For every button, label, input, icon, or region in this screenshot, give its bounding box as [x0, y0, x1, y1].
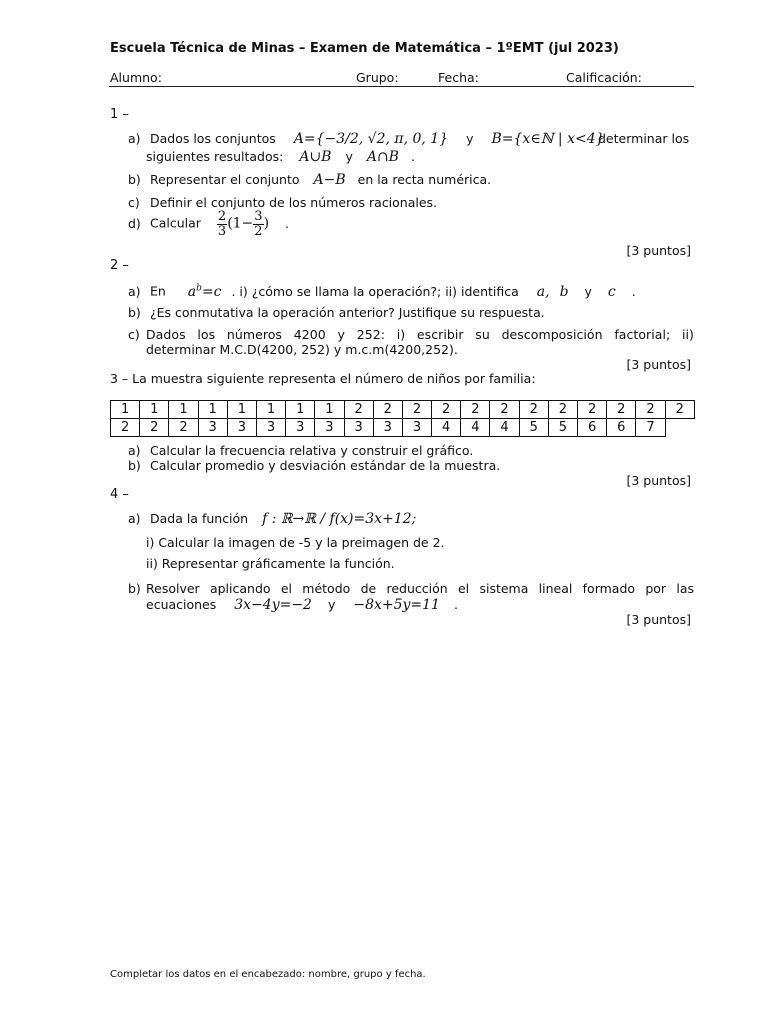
q4-a-ii: ii) Representar gráficamente la función.: [146, 556, 395, 571]
sample-cell: 2: [548, 401, 577, 419]
q2-c-line2: determinar M.C.D(4200, 252) y m.c.m(4200,252).: [146, 342, 458, 357]
q1-d-end: ): [263, 215, 270, 232]
q2-c-line1: Dados los números 4200 y 252: i) escribir su descomposición factorial; ii): [146, 327, 694, 342]
q2-b-text: ¿Es conmutativa la operación anterior? Justifique su respuesta.: [149, 305, 545, 320]
q1-a-text-post: determinar los: [598, 131, 690, 146]
sample-cell: 4: [432, 419, 461, 437]
q4-a-i: i) Calcular la imagen de -5 y la preimagen de 2.: [146, 535, 445, 550]
q2-item-a: [128, 283, 636, 300]
sample-cell: 3: [198, 419, 227, 437]
sample-cell: 2: [519, 401, 548, 419]
sample-cell: 2: [169, 419, 198, 437]
sample-cell: 3: [315, 419, 344, 437]
q1-b-text: Representar el conjunto: [149, 172, 300, 187]
exam-title: Escuela Técnica de Minas – Examen de Matemática – 1ºEMT (jul 2023): [110, 41, 619, 56]
sample-cell: 3: [373, 419, 402, 437]
sample-cell: 5: [519, 419, 548, 437]
sample-cell: 2: [140, 419, 169, 437]
sample-cell: 7: [636, 419, 665, 437]
q1-a-setA: A={−3/2, √2, π, 0, 1}: [293, 131, 449, 147]
q2-a-label: a): [128, 283, 141, 299]
sample-cell: 2: [490, 401, 519, 419]
q4-b-line1: Resolver aplicando el método de reducción el sistema lineal formado por las: [146, 581, 694, 596]
q1-d-frac2-num: 3: [254, 209, 263, 224]
q2-b-label: b): [128, 305, 141, 320]
q2-points: [3 puntos]: [626, 357, 691, 372]
q4-points: [3 puntos]: [626, 612, 691, 627]
q1-d-mid: (1−: [227, 215, 254, 232]
q4-b-y: y: [327, 597, 336, 612]
q4-b-line2: [146, 597, 458, 613]
q1-item-d: [128, 210, 289, 238]
q1-item-b: [128, 172, 491, 188]
q2-a-var2: b: [559, 283, 569, 300]
q3-a-text: Calcular la frecuencia relativa y construir el gráfico.: [149, 443, 474, 458]
sample-cell: 1: [169, 401, 198, 419]
q1-points: [3 puntos]: [626, 243, 691, 258]
q4-b-eq2: −8x+5y=11: [353, 597, 440, 613]
q2-a-expr-exp: b: [196, 283, 202, 293]
q1-a-union: A∪B: [299, 149, 332, 165]
q1-a-y: y: [466, 131, 474, 146]
calificacion-label: Calificación:: [566, 70, 642, 85]
q2-a-y: y: [584, 283, 592, 299]
sample-cell: 2: [607, 401, 636, 419]
q2-a-expr-base: a: [187, 283, 197, 300]
sample-cell: 2: [402, 401, 431, 419]
q1-d-label: d): [128, 215, 141, 231]
sample-cell: 1: [198, 401, 227, 419]
q1-item-c: [128, 195, 437, 210]
q1-c-text: Definir el conjunto de los números racionales.: [149, 195, 438, 210]
sample-cell: 1: [140, 401, 169, 419]
sample-cell: 2: [432, 401, 461, 419]
sample-cell: 2: [344, 401, 373, 419]
sample-cell: 5: [548, 419, 577, 437]
header-rule: [109, 86, 694, 87]
q4-b-line2-text: ecuaciones: [146, 597, 217, 612]
q1-d-frac1: [217, 210, 227, 238]
q1-item-a-line2: [146, 149, 415, 165]
q1-a-line2: siguientes resultados:: [146, 149, 284, 164]
q1-d-frac2-den: 2: [254, 223, 263, 239]
q1-a-dot: .: [410, 149, 415, 164]
q1-c-label: c): [128, 195, 140, 210]
sample-row-2: [111, 419, 695, 437]
sample-cell: 3: [227, 419, 256, 437]
sample-cell: 1: [286, 401, 315, 419]
sample-cell: 3: [286, 419, 315, 437]
alumno-label: Alumno:: [110, 70, 162, 85]
fecha-label: Fecha:: [438, 70, 479, 85]
sample-cell: 4: [490, 419, 519, 437]
q2-a-expr-rest: =c: [201, 283, 222, 300]
q1-b-expr: A−B: [313, 172, 346, 188]
q2-item-c: [128, 327, 146, 342]
q2-a-var3: c: [607, 283, 616, 300]
sample-cell: 1: [256, 401, 285, 419]
q2-number: 2 –: [110, 258, 129, 273]
sample-cell: 4: [461, 419, 490, 437]
q4-item-a: [128, 511, 416, 527]
q1-b-label: b): [128, 172, 141, 187]
q4-b-eq1: 3x−4y=−2: [234, 597, 312, 613]
sample-cell: 2: [373, 401, 402, 419]
q3-points: [3 puntos]: [626, 473, 691, 488]
sample-cell: 1: [315, 401, 344, 419]
q1-a-label: a): [128, 131, 141, 146]
q3-title: 3 – La muestra siguiente representa el número de niños por familia:: [110, 371, 536, 386]
q4-a-label: a): [128, 511, 141, 526]
q4-a-func: f : ℝ→ℝ / f(x)=3x+12;: [262, 511, 417, 527]
q4-number: 4 –: [110, 487, 129, 502]
sample-cell: 6: [607, 419, 636, 437]
q1-a-text: Dados los conjuntos: [149, 131, 276, 146]
q4-b-label: b): [128, 581, 141, 596]
sample-cell: 1: [111, 401, 140, 419]
q1-d-frac2: [253, 210, 263, 238]
q4-item-b: [128, 581, 146, 596]
footer-note: Completar los datos en el encabezado: nombre, grupo y fecha.: [110, 969, 426, 980]
q2-a-dot: .: [631, 283, 636, 299]
q1-number: 1 –: [110, 107, 129, 122]
sample-cell: 1: [227, 401, 256, 419]
q3-b-text: Calcular promedio y desviación estándar de la muestra.: [149, 458, 501, 473]
q1-d-dot: .: [285, 215, 290, 231]
q2-a-expr: [188, 284, 222, 300]
q1-d-frac1-den: 3: [217, 223, 227, 239]
q2-c-label: c): [128, 327, 140, 342]
q1-d-frac1-num: 2: [217, 209, 227, 224]
q4-b-dot: .: [453, 597, 458, 612]
q1-item-a: [128, 131, 605, 147]
q3-item-b: [128, 458, 500, 473]
q1-a-inter: A∩B: [366, 149, 399, 165]
q4-a-text: Dada la función: [149, 511, 249, 526]
q1-b-text2: en la recta numérica.: [357, 172, 492, 187]
q2-a-text2: . i) ¿cómo se llama la operación?; ii) identifica: [231, 283, 519, 299]
q3-a-label: a): [128, 443, 141, 458]
q3-b-label: b): [128, 458, 141, 473]
sample-cell: 6: [578, 419, 607, 437]
q2-item-b: [128, 305, 545, 320]
sample-table: [110, 400, 695, 437]
q1-d-text: Calcular: [149, 215, 201, 231]
sample-cell: 2: [636, 401, 665, 419]
q2-a-text: En: [149, 283, 166, 299]
q1-a-setB: B={x∈ℕ | x<4}: [491, 131, 605, 147]
sample-cell: 2: [461, 401, 490, 419]
sample-cell: 2: [111, 419, 140, 437]
q1-a-y2: y: [345, 149, 353, 164]
sample-cell: 3: [344, 419, 373, 437]
sample-cell: 3: [402, 419, 431, 437]
sample-cell: 2: [578, 401, 607, 419]
q2-a-var1: a,: [536, 283, 550, 300]
sample-cell: 2: [665, 401, 694, 419]
q3-item-a: [128, 443, 473, 458]
sample-row-1: [111, 401, 695, 419]
sample-cell: 3: [256, 419, 285, 437]
grupo-label: Grupo:: [356, 70, 399, 85]
